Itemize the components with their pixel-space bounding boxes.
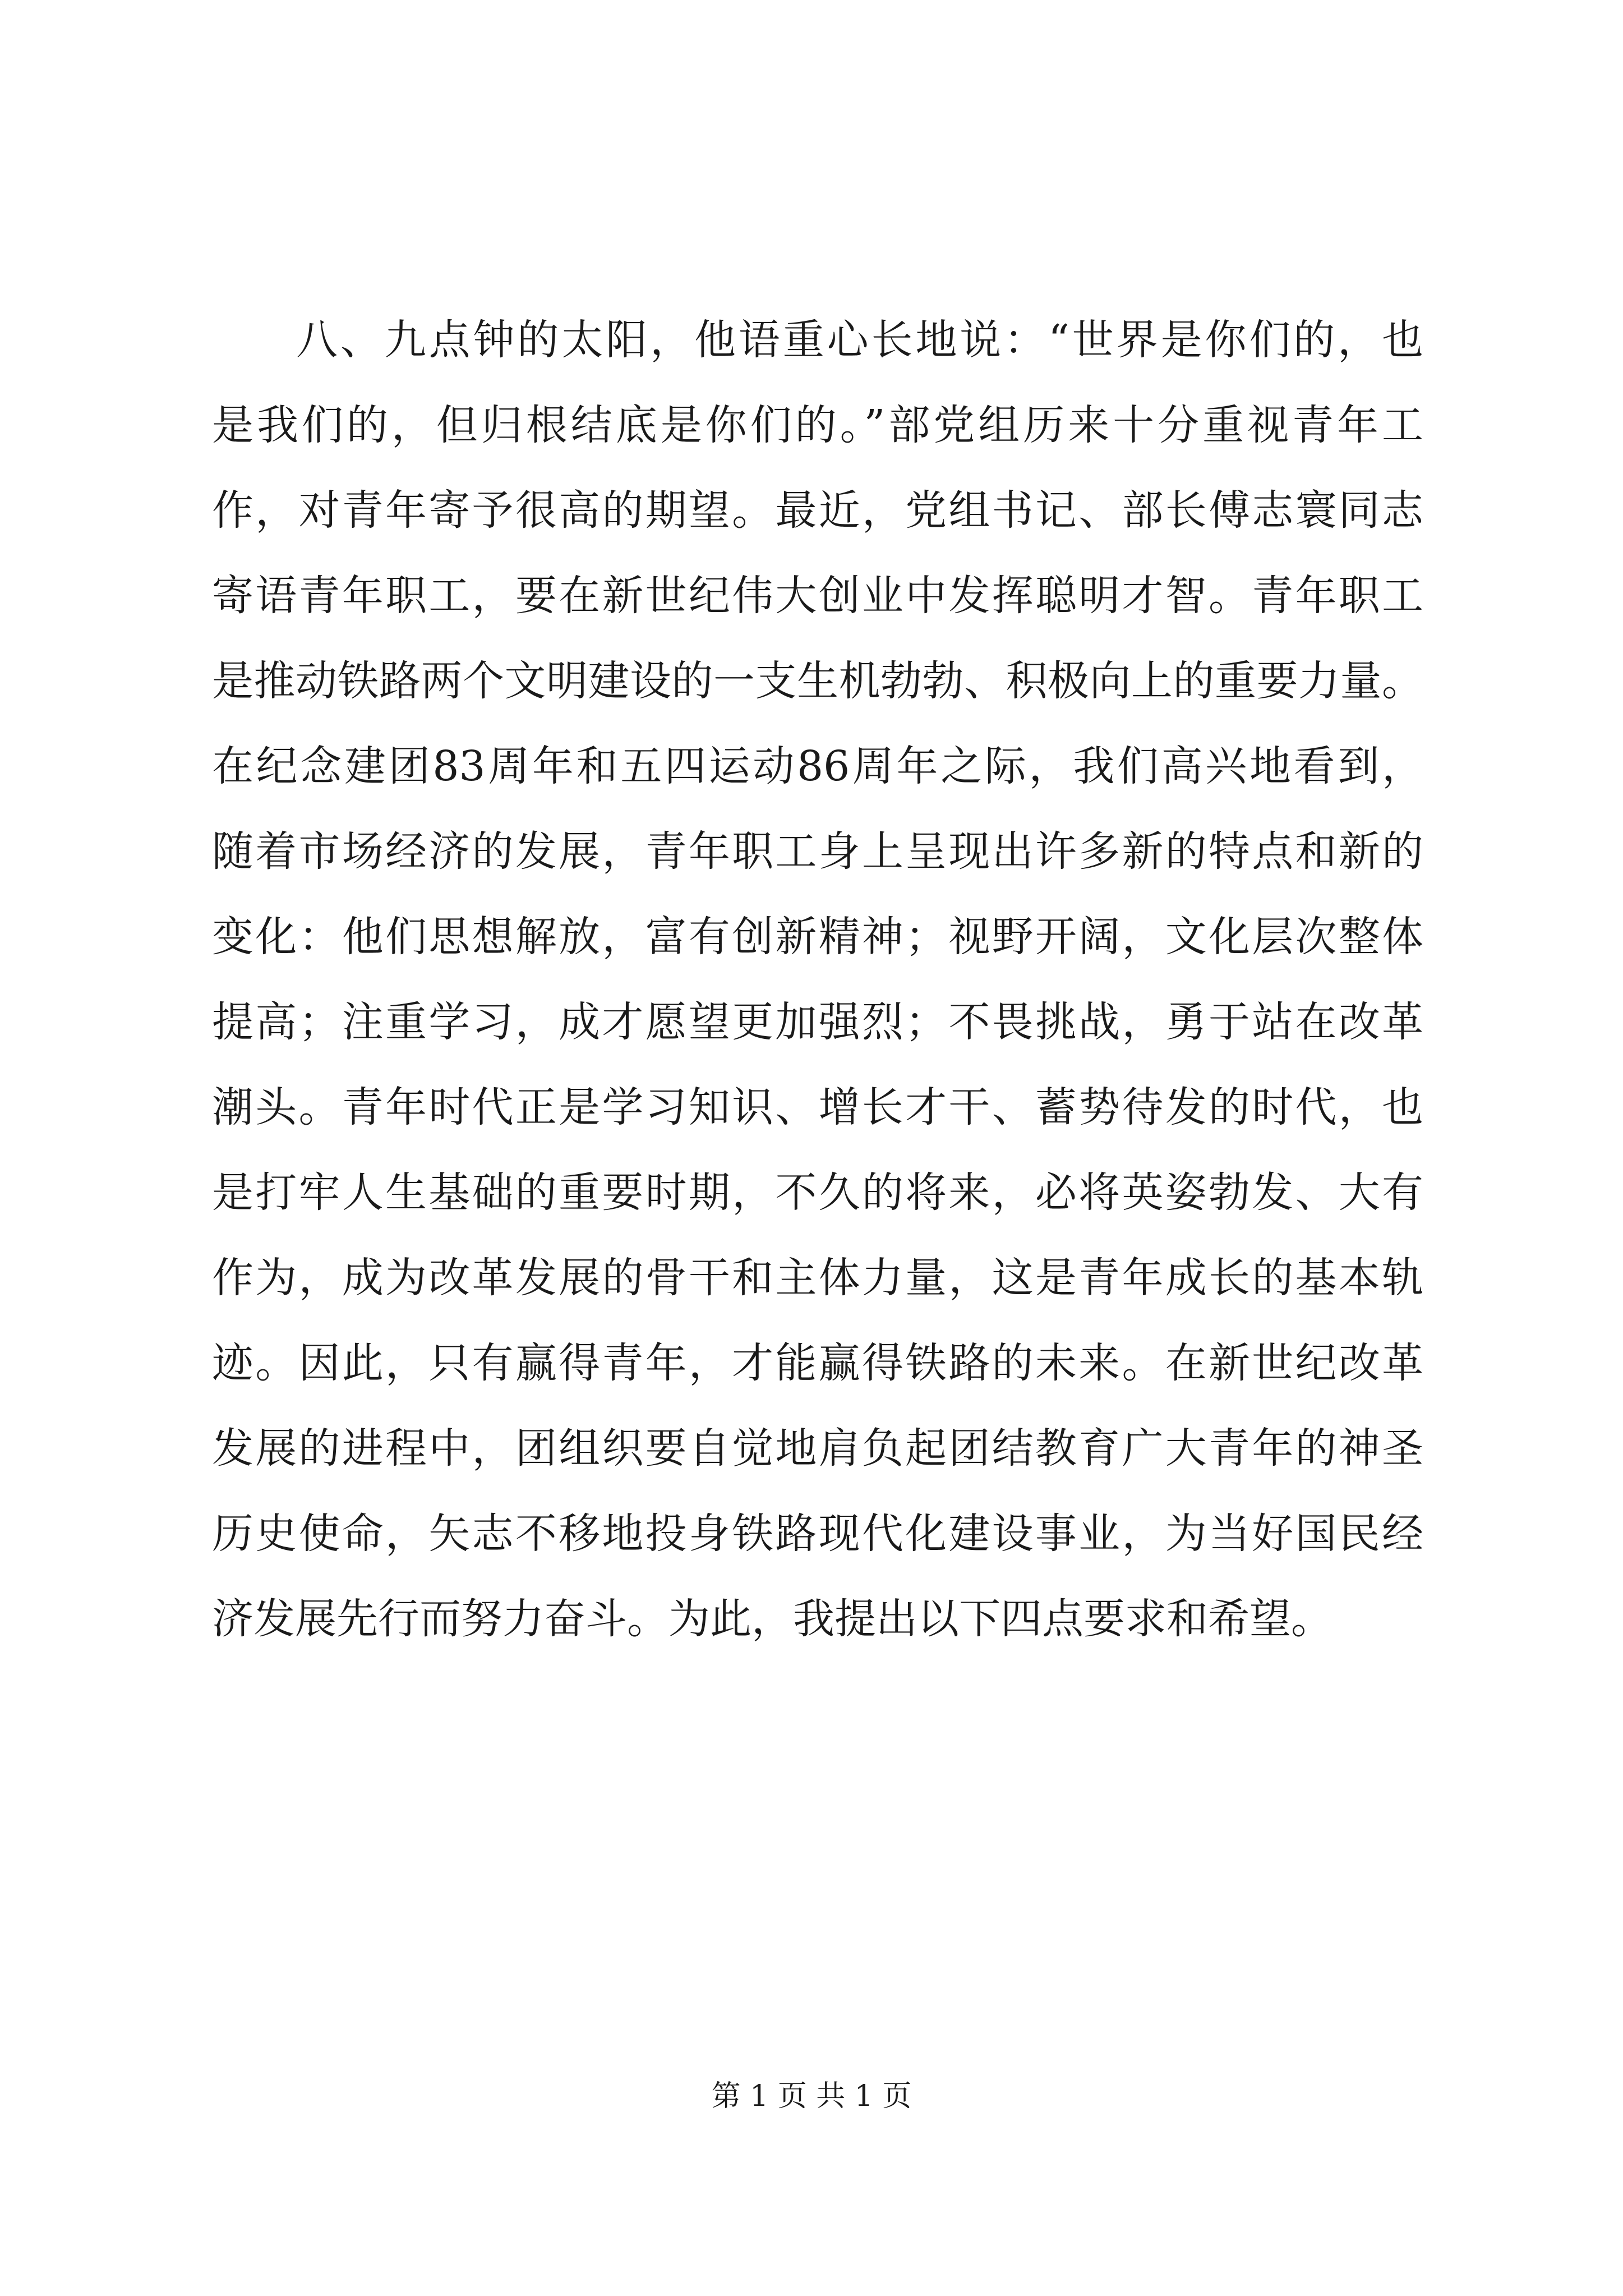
paragraph-line: 八、九点钟的太阳，他语重心长地说：“世界是你们的，也	[296, 316, 1423, 364]
paragraph-line: 是我们的，但归根结底是你们的。”部党组历来十分重视青年工	[212, 401, 1423, 449]
paragraph-line: 历史使命，矢志不移地投身铁路现代化建设事业，为当好国民经	[212, 1510, 1423, 1558]
paragraph-line: 在纪念建团83周年和五四运动86周年之际，我们高兴地看到，	[212, 742, 1423, 790]
paragraph-line: 作为，成为改革发展的骨干和主体力量，这是青年成长的基本轨	[212, 1254, 1423, 1302]
paragraph-line: 随着市场经济的发展，青年职工身上呈现出许多新的特点和新的	[212, 827, 1423, 876]
paragraph-line: 迹。因此，只有赢得青年，才能赢得铁路的未来。在新世纪改革	[212, 1339, 1423, 1387]
paragraph-line: 提高；注重学习，成才愿望更加强烈；不畏挑战，勇于站在改革	[212, 998, 1423, 1046]
paragraph-line: 是推动铁路两个文明建设的一支生机勃勃、积极向上的重要力量。	[212, 657, 1423, 705]
paragraph-line: 济发展先行而努力奋斗。为此，我提出以下四点要求和希望。	[212, 1595, 1332, 1643]
paragraph-line: 发展的进程中，团组织要自觉地肩负起团结教育广大青年的神圣	[212, 1424, 1423, 1473]
body-paragraph	[212, 297, 1423, 1662]
paragraph-line: 是打牢人生基础的重要时期，不久的将来，必将英姿勃发、大有	[212, 1168, 1423, 1217]
page-number-footer: 第 1 页 共 1 页	[711, 2079, 912, 2113]
paragraph-line: 变化：他们思想解放，富有创新精神；视野开阔，文化层次整体	[212, 913, 1423, 961]
paragraph-line: 寄语青年职工，要在新世纪伟大创业中发挥聪明才智。青年职工	[212, 572, 1423, 620]
paragraph-line: 潮头。青年时代正是学习知识、增长才干、蓄势待发的时代，也	[212, 1083, 1423, 1131]
paragraph-line: 作，对青年寄予很高的期望。最近，党组书记、部长傅志寰同志	[212, 486, 1423, 535]
